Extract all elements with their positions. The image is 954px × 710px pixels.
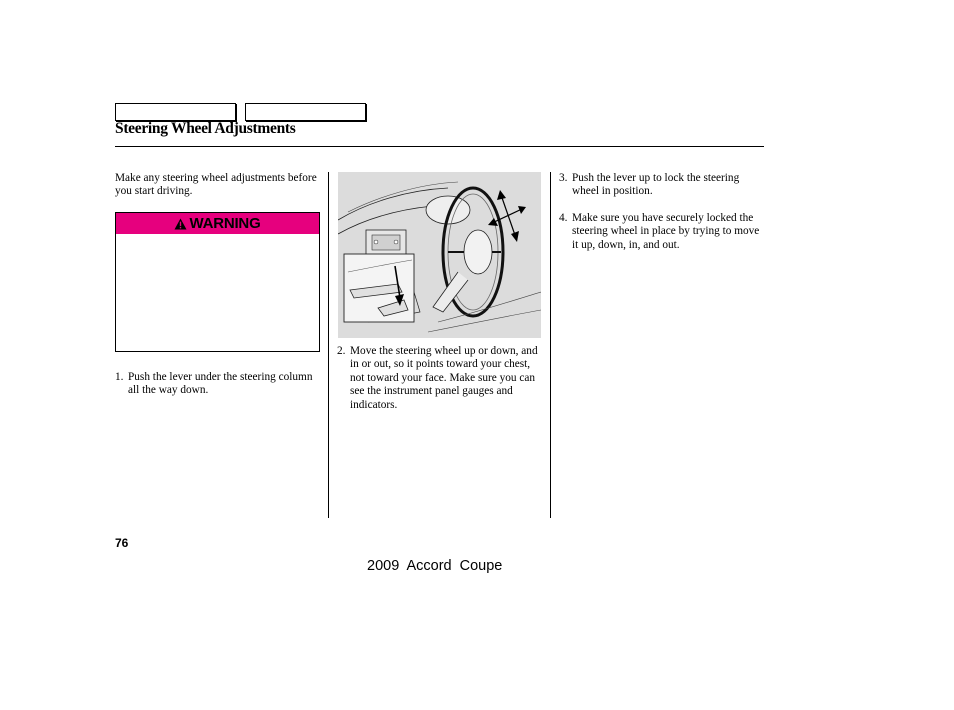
steering-column-illustration (338, 172, 541, 338)
column-divider-right (550, 172, 551, 518)
footer-model-name: 2009 Accord Coupe (367, 558, 503, 574)
step-item (115, 371, 320, 398)
nav-tab-previous[interactable] (115, 103, 236, 121)
column-divider-left (328, 172, 329, 518)
step-item (559, 212, 764, 252)
step-text: Push the lever under the steering column all the way down. (128, 371, 313, 397)
warning-label: WARNING (189, 215, 261, 232)
step-item (337, 345, 542, 412)
title-divider (115, 146, 764, 147)
warning-triangle-icon (174, 218, 187, 230)
step-number: 3. (559, 172, 568, 184)
step-text: Push the lever up to lock the steering wheel in position. (572, 172, 740, 198)
step-text: Make sure you have securely locked the steering wheel in place by trying to move it up, down, in, and out. (572, 212, 760, 251)
warning-header (116, 213, 319, 234)
warning-box (115, 212, 320, 352)
step-number: 1. (115, 371, 124, 383)
nav-tab-next[interactable] (245, 103, 366, 121)
step-item (559, 172, 764, 199)
step-text: Move the steering wheel up or down, and in or out, so it points toward your chest, not toward your face. Make sure you can see the instrument panel gauges and indicators. (350, 345, 538, 411)
page-title: Steering Wheel Adjustments (115, 120, 296, 137)
step-number: 2. (337, 345, 346, 357)
step-number: 4. (559, 212, 568, 224)
intro-paragraph: Make any steering wheel adjustments before you start driving. (115, 172, 317, 198)
page-number: 76 (115, 536, 129, 550)
